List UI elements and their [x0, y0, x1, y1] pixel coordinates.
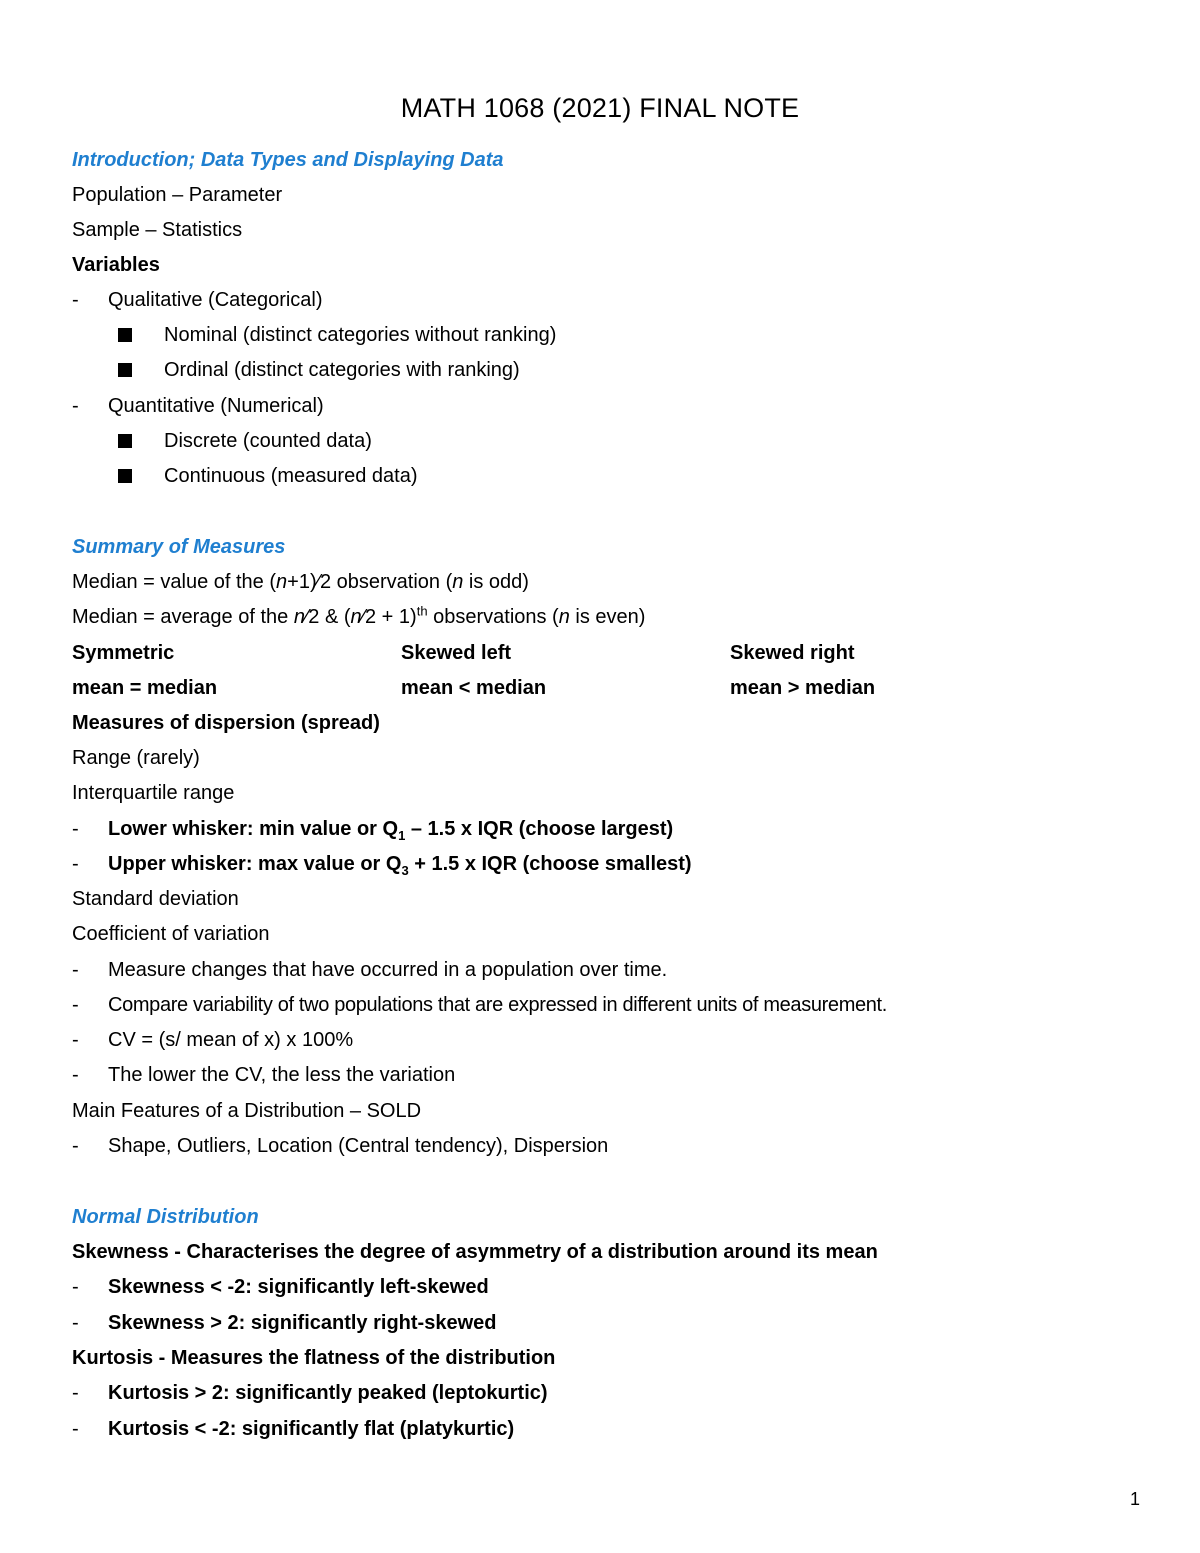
dash-bullet: -: [72, 1382, 79, 1404]
dash-bullet: -: [72, 1418, 79, 1440]
kurtosis-line: Kurtosis - Measures the flatness of the distribution: [72, 1347, 556, 1369]
dash-bullet: -: [72, 1029, 79, 1051]
skewness-line: Skewness - Characterises the degree of asymmetry of a distribution around its mean: [72, 1241, 878, 1263]
superscript-th: th: [416, 603, 428, 619]
variable-n: n: [276, 571, 288, 593]
list-item-text: Shape, Outliers, Location (Central tendency), Dispersion: [108, 1135, 609, 1157]
list-item-cv-3: [72, 1023, 353, 1058]
dispersion-label: Measures of dispersion (spread): [72, 712, 380, 734]
population-line: Population – Parameter: [72, 184, 283, 206]
list-item-text: Kurtosis > 2: significantly peaked (leptokurtic): [108, 1382, 548, 1404]
list-item-text: Discrete (counted data): [164, 430, 372, 452]
text-run: observations (: [427, 606, 559, 628]
list-item-cv-2: [72, 988, 887, 1023]
text-run: ⁄2 & (: [304, 606, 351, 628]
square-bullet-icon: [118, 328, 132, 342]
dash-bullet: -: [72, 1064, 79, 1086]
skew-header-left: Skewed left: [401, 642, 512, 664]
sd-line: Standard deviation: [72, 888, 239, 910]
list-item-text: The lower the CV, the less the variation: [108, 1064, 456, 1086]
dash-bullet: -: [72, 818, 79, 840]
dash-bullet: -: [72, 959, 79, 981]
text-run: is even): [569, 606, 646, 628]
list-item-skew-2: [72, 1306, 496, 1341]
list-item-cv-1: [72, 953, 667, 988]
text-run: Median = average of the: [72, 606, 294, 628]
list-item-lower-whisker: [72, 812, 673, 847]
square-bullet-icon: [118, 363, 132, 377]
skew-value-right: mean > median: [730, 677, 876, 699]
list-item-sold: [72, 1129, 608, 1164]
square-bullet-icon: [118, 469, 132, 483]
variable-n: n: [452, 571, 464, 593]
iqr-line: Interquartile range: [72, 782, 235, 804]
list-item-qualitative: [72, 283, 323, 318]
list-item-text: Kurtosis < -2: significantly flat (platykurtic): [108, 1418, 515, 1440]
subscript: 1: [398, 828, 406, 843]
list-item-cv-4: [72, 1058, 455, 1093]
median-odd-line: [72, 565, 529, 600]
dash-bullet: -: [72, 853, 79, 875]
dash-bullet: -: [72, 994, 79, 1016]
variable-n: n: [558, 606, 570, 628]
text-run: – 1.5 x IQR (choose largest): [405, 818, 674, 840]
dash-bullet: -: [72, 1135, 79, 1157]
list-item-continuous: [118, 459, 417, 494]
dash-bullet: -: [72, 395, 79, 417]
list-item-text: Continuous (measured data): [164, 465, 418, 487]
variable-n: n: [293, 606, 305, 628]
list-item-nominal: [118, 318, 556, 353]
document-title: MATH 1068 (2021) FINAL NOTE: [400, 93, 800, 123]
dash-bullet: -: [72, 289, 79, 311]
variables-label: Variables: [72, 254, 160, 276]
section-heading-summary-of-measures: Summary of Measures: [72, 536, 286, 558]
list-item-text: Skewness > 2: significantly right-skewed: [108, 1312, 497, 1334]
list-item-text: CV = (s/ mean of x) x 100%: [108, 1029, 354, 1051]
skew-header-symmetric: Symmetric: [72, 642, 175, 664]
text-run: ⁄2 + 1): [361, 606, 417, 628]
list-item-text: Ordinal (distinct categories with ranking): [164, 359, 520, 381]
text-run: Upper whisker: max value or Q: [108, 853, 402, 875]
cv-line: Coefficient of variation: [72, 923, 270, 945]
list-item-discrete: [118, 424, 372, 459]
text-run: + 1.5 x IQR (choose smallest): [408, 853, 692, 875]
median-even-line: [72, 600, 645, 635]
variable-n: n: [350, 606, 362, 628]
section-heading-introduction: Introduction; Data Types and Displaying Data: [72, 149, 504, 171]
list-item-quantitative: [72, 389, 324, 424]
skew-value-symmetric: mean = median: [72, 677, 218, 699]
text-run: +1)⁄2 observation (: [287, 571, 453, 593]
square-bullet-icon: [118, 434, 132, 448]
list-item-text: Nominal (distinct categories without ranking): [164, 324, 557, 346]
page-number: 1: [1129, 1489, 1140, 1509]
skew-value-left: mean < median: [401, 677, 547, 699]
sample-line: Sample – Statistics: [72, 219, 243, 241]
list-item-ordinal: [118, 353, 520, 388]
subscript: 3: [401, 863, 409, 878]
text-run: Median = value of the (: [72, 571, 277, 593]
list-item-text: Quantitative (Numerical): [108, 395, 324, 417]
section-heading-normal-distribution: Normal Distribution: [72, 1206, 259, 1228]
skew-header-right: Skewed right: [730, 642, 855, 664]
list-item-kurt-1: [72, 1376, 548, 1411]
dash-bullet: -: [72, 1312, 79, 1334]
dash-bullet: -: [72, 1276, 79, 1298]
range-line: Range (rarely): [72, 747, 200, 769]
text-run: is odd): [463, 571, 529, 593]
sold-line: Main Features of a Distribution – SOLD: [72, 1100, 422, 1122]
list-item-text: Compare variability of two populations that are expressed in different units of measurement.: [108, 994, 887, 1016]
text-run: Lower whisker: min value or Q: [108, 818, 399, 840]
list-item-kurt-2: [72, 1412, 514, 1447]
list-item-skew-1: [72, 1270, 489, 1305]
list-item-text: Qualitative (Categorical): [108, 289, 323, 311]
list-item-upper-whisker: [72, 847, 692, 882]
list-item-text: Measure changes that have occurred in a population over time.: [108, 959, 668, 981]
list-item-text: Skewness < -2: significantly left-skewed: [108, 1276, 489, 1298]
